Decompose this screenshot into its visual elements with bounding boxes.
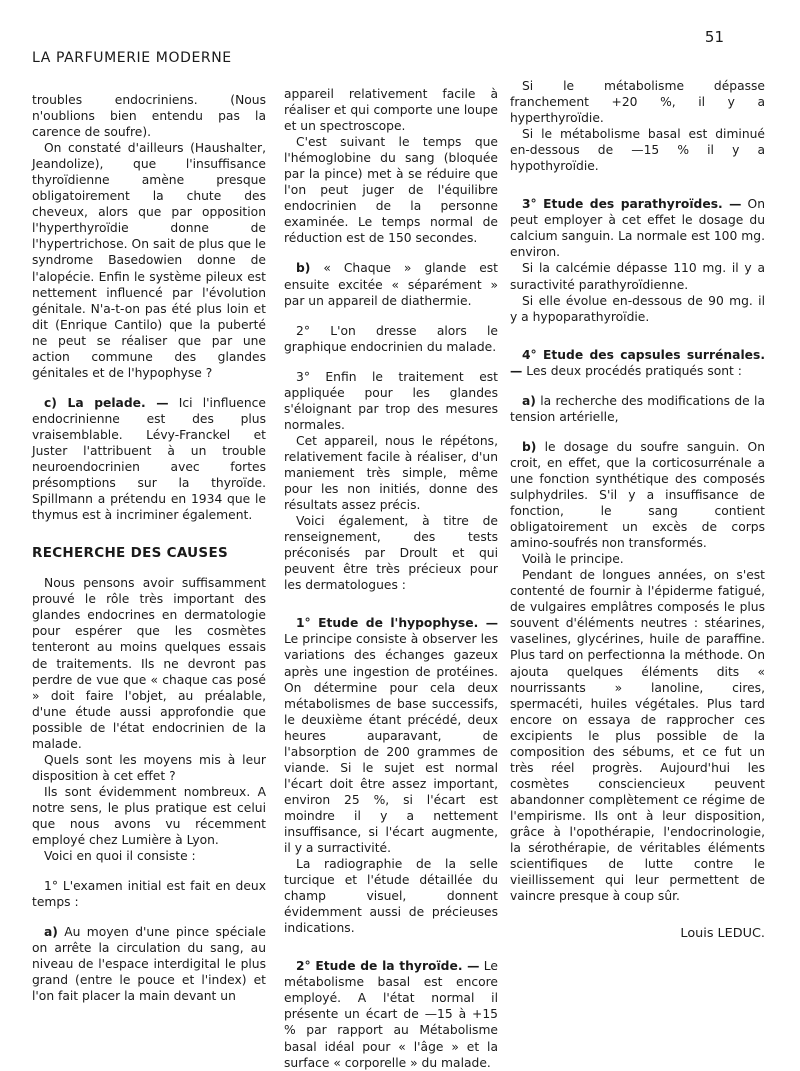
- pelade-text: Ici l'influence endocrinienne est des plus vraisemblable. Lévy-Franckel et Juster l'attribuent à un trouble neuroendocrinien avec fortes présomptions sur la thyroïde. Spillmann a prétendu en 1934 que le thymus est à incriminer également.: [32, 395, 266, 523]
- pelade-paragraph: [32, 395, 266, 523]
- paragraph: C'est suivant le temps que l'hémoglobine du sang (bloquée par la pince) met à se réduire que l'on peut juger de l'équilibre endocrinien de la personne examinée. Le temps normal de réduction est de 150 secondes.: [284, 135, 498, 246]
- paragraph: La radiographie de la selle turcique et l'étude détaillée du champ visuel, donnent évidemment aussi de précieuses indications.: [284, 857, 498, 936]
- hypophyse-text: Le principe consiste à observer les variations des échanges gazeux après une ingestion de protéines. On détermine pour cela deux métabolismes de base successifs, le deuxième étant précédé, deux heures auparavant, de l'absorption de 200 grammes de viande. Si le sujet est normal l'écart doit être assez important, environ 25 %, si l'écart est moindre il y a nettement insuffisance, si l'écart augmente, il y a surractivité.: [284, 632, 498, 856]
- hypophyse-heading: 1° Etude de l'hypophyse. —: [296, 616, 498, 631]
- parathyroides-heading: 3° Etude des parathyroïdes. —: [522, 197, 742, 212]
- column-1: [32, 92, 266, 1004]
- item-b-paragraph: [284, 260, 498, 308]
- column-3: [510, 78, 765, 942]
- capsules-heading: 4° Etude des capsules surrénales. —: [510, 347, 765, 378]
- paragraph: Voilà le principe.: [522, 552, 624, 567]
- paragraph: Nous pensons avoir suffisamment prouvé le rôle très important des glandes endocrines en dermatologie pour espérer que les cosmètes tenteront au moins quelques essais de traitements. Ils ne devront pas perdre de vue que « chaque cas posé » doit faire l'objet, au préalable, d'une étude aussi approfondie que possible de l'état endocrinien de la malade.: [32, 576, 266, 751]
- paragraph: Voici en quoi il consiste :: [44, 849, 196, 864]
- thyroide-paragraph: [284, 958, 498, 1070]
- section-title: RECHERCHE DES CAUSES: [32, 545, 228, 562]
- parathyroides-paragraph: [510, 196, 765, 260]
- paragraph: 2° L'on dresse alors le graphique endocrinien du malade.: [284, 323, 498, 354]
- item-a-paragraph: [510, 393, 765, 425]
- paragraph: Si elle évolue en-dessous de 90 mg. il y a hypoparathyroïdie.: [510, 293, 765, 324]
- item-b-paragraph: [510, 439, 765, 551]
- item-b-label: b): [522, 439, 537, 454]
- paragraph: Voici également, à titre de renseignement, des tests préconisés par Droult et qui peuvent être très précieux pour les dermatologues :: [284, 514, 498, 593]
- column-2: [284, 86, 498, 1071]
- paragraph: 3° Enfin le traitement est appliquée pour les glandes s'éloignant par trop des mesures normales.: [284, 369, 498, 432]
- author-signature: Louis LEDUC.: [680, 926, 765, 942]
- paragraph: Cet appareil, nous le répétons, relativement facile à réaliser, d'un maniement très simple, même pour les non initiés, donne des résultats assez précis.: [284, 433, 498, 513]
- paragraph: Si la calcémie dépasse 110 mg. il y a suractivité parathyroïdienne.: [510, 261, 765, 292]
- hypophyse-paragraph: [284, 615, 498, 856]
- item-a-text: la recherche des modifications de la tension artérielle,: [510, 393, 765, 424]
- paragraph: On constaté d'ailleurs (Haushalter, Jeandolize), que l'insuffisance thyroïdienne amène presque obligatoirement la chute des cheveux, alors que par opposition l'hyperthyroïdie donne de l'hypertrichose. On sait de plus que le syndrome Basedowien donne de l'alopécie. Enfin le système pileux est nettement influencé par l'évolution génitale. N'a-t-on pas été plus loin et dit (Enrique Cantilo) que la puberté ne peut se réaliser que par une action commune des glandes génitales et de l'hypophyse ?: [32, 141, 266, 380]
- item-a-label: a): [44, 925, 58, 940]
- pelade-heading: c) La pelade. —: [44, 395, 169, 410]
- paragraph: Si le métabolisme basal est diminué en-dessous de —15 % il y a hypothyroïdie.: [510, 127, 765, 174]
- thyroide-text: Le métabolisme basal est encore employé. A l'état normal il présente un écart de —15 à +15 % par rapport au Métabolisme basal idéal pour « l'âge » et la surface « corporelle » du malade.: [284, 959, 499, 1070]
- paragraph: Si le métabolisme dépasse franchement +20 %, il y a hyperthyroïdie.: [510, 79, 765, 126]
- paragraph: troubles endocriniens. (Nous n'oublions bien entendu pas la carence de soufre).: [32, 93, 266, 140]
- parathyroides-text: On peut employer à cet effet le dosage du calcium sanguin. La normale est 100 mg. environ.: [510, 197, 765, 260]
- paragraph: Ils sont évidemment nombreux. A notre sens, le plus pratique est celui que nous avons vu récemment employé chez Lumière à Lyon.: [32, 784, 266, 848]
- thyroide-heading: 2° Etude de la thyroïde. —: [296, 959, 480, 974]
- paragraph: 1° L'examen initial est fait en deux temps :: [32, 879, 266, 910]
- item-a-text: Au moyen d'une pince spéciale on arrête la circulation du sang, au niveau de l'espace interdigital le plus grand (entre le pouce et l'index) et l'on fait placer la main devant un: [32, 925, 266, 1004]
- item-a-label: a): [522, 393, 536, 408]
- paragraph: Quels sont les moyens mis à leur disposition à cet effet ?: [32, 752, 266, 783]
- item-b-text: le dosage du soufre sanguin. On croit, en effet, que la corticosurrénale a une fonction synthétique des composés sulphydriles. S'il y a insuffisance de fonction, le sang contient obligatoirement un excès de corps amino-soufrés non transformés.: [510, 439, 765, 551]
- paragraph: appareil relativement facile à réaliser et qui comporte une loupe et un spectroscope.: [284, 87, 498, 134]
- item-a-paragraph: [32, 924, 266, 1004]
- capsules-text: Les deux procédés pratiqués sont :: [522, 363, 742, 378]
- item-b-label: b): [296, 261, 311, 276]
- page-number: 51: [704, 28, 724, 46]
- item-b-text: « Chaque » glande est ensuite excitée « séparément » par un appareil de diathermie.: [284, 261, 498, 308]
- capsules-paragraph: [510, 347, 765, 379]
- paragraph: Pendant de longues années, on s'est contenté de fournir à l'épiderme fatigué, de vulgaires emplâtres composés le plus souvent d'éléments neutres : stéarines, vaselines, glycérines, huile de paraffine. Plus tard on perfectionna la méthode. On ajouta quelques éléments dits « nourrissants » lanoline, cires, spermacéti, huiles végétales. Plus tard encore on essaya de rapprocher ces excipients le plus possible de la composition des sébums, et ce fut un très réel progrès. Aujourd'hui les cosmètes consciencieux peuvent abandonner complètement ce régime de l'empirisme. Ils ont à leur disposition, grâce à l'opothérapie, l'endocrinologie, la sérothérapie, de véritables éléments scientifiques de lutte contre le vieillissement qui leur permettent de vaincre presque à coup sûr.: [510, 568, 765, 904]
- journal-title: LA PARFUMERIE MODERNE: [32, 50, 232, 66]
